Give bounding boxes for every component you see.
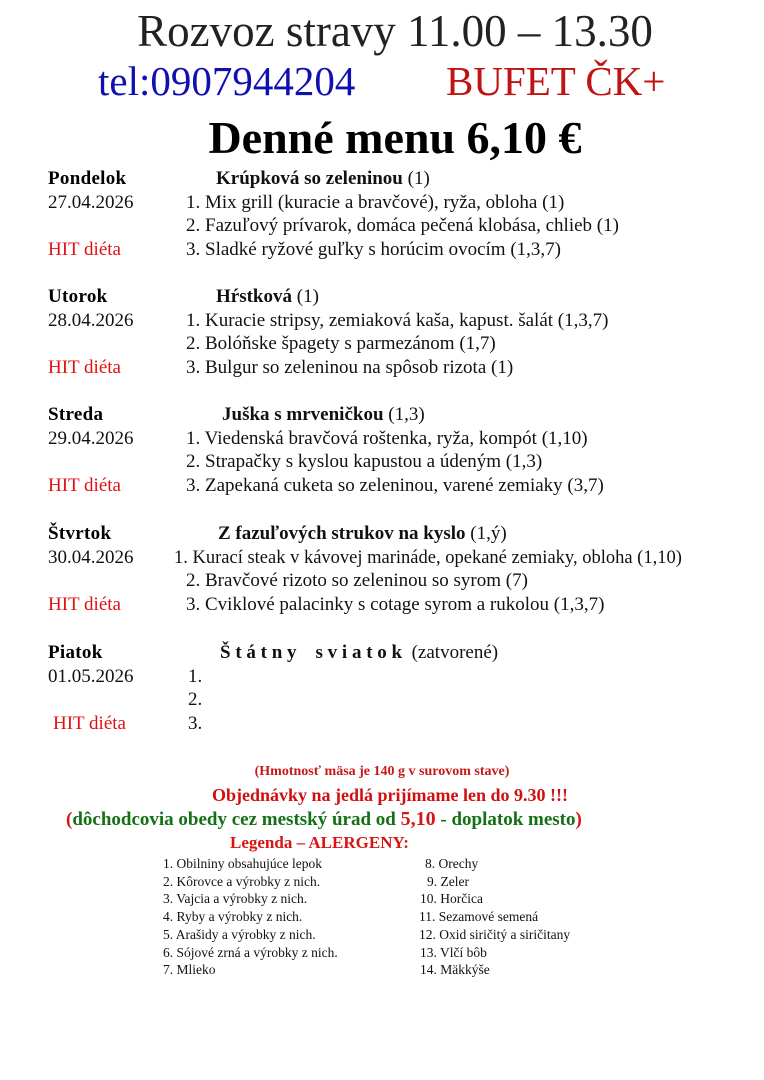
phone-number[interactable]: tel:0907944204 xyxy=(98,58,356,104)
hit-diet-label: HIT diéta xyxy=(48,475,121,496)
day-name: Utorok xyxy=(48,286,108,307)
orders-exclamation: !!! xyxy=(550,785,568,805)
allergen-item: 1. Obilniny obsahujúce lepok xyxy=(163,856,322,871)
allergen-item: 3. Vajcia a výrobky z nich. xyxy=(163,891,308,906)
day-name: Štvrtok xyxy=(48,523,112,544)
day-block-monday xyxy=(0,168,764,268)
brand-name: BUFET ČK+ xyxy=(446,58,666,104)
closed-label: (zatvorené) xyxy=(411,642,499,663)
day-name: Pondelok xyxy=(48,168,127,189)
dish-2: 2. Fazuľový prívarok, domáca pečená klobása, chlieb (1) xyxy=(186,215,619,236)
day-block-friday xyxy=(0,642,764,742)
soup-name: Z fazuľových strukov na kyslo xyxy=(218,523,466,544)
hit-diet-label: HIT diéta xyxy=(48,357,121,378)
pens-open-paren: ( xyxy=(66,809,73,830)
dish-3: 3. Cviklové palacinky s cotage syrom a rukolou (1,3,7) xyxy=(186,594,605,615)
dish-1: 1. xyxy=(188,666,203,687)
allergen-item: 2. Kôrovce a výrobky z nich. xyxy=(163,874,321,889)
soup-name: Krúpková so zeleninou xyxy=(216,168,403,189)
day-block-tuesday xyxy=(0,286,764,386)
soup xyxy=(216,286,319,308)
allergen-item: 5. Arašidy a výrobky z nich. xyxy=(163,927,316,942)
dish-1: 1. Kurací steak v kávovej marináde, opekané zemiaky, obloha (1,10) xyxy=(174,548,682,568)
day-name: Piatok xyxy=(48,642,103,663)
allergen-item: 8. Orechy xyxy=(425,856,479,871)
dish-2: 2. xyxy=(188,689,203,710)
dish-1: 1. Viedenská bravčová roštenka, ryža, kompót (1,10) xyxy=(186,428,588,449)
pens-text: dôchodcovia obedy cez mestský úrad od xyxy=(72,809,401,830)
dish-2: 2. Strapačky s kyslou kapustou a údeným (1,3) xyxy=(186,451,543,472)
soup xyxy=(218,523,507,545)
dish-3: 3. Sladké ryžové guľky s horúcim ovocím (1,3,7) xyxy=(186,239,561,260)
allergen-item: 14. Mäkkýše xyxy=(420,962,490,977)
day-name: Streda xyxy=(48,404,104,425)
meat-weight-note: (Hmotnosť mäsa je 140 g v surovom stave) xyxy=(254,764,510,779)
soup-allergens: (1) xyxy=(407,168,430,189)
soup-allergens: (1) xyxy=(296,286,319,307)
soup xyxy=(216,168,430,190)
allergen-item: 7. Mlieko xyxy=(163,962,216,977)
day-date: 27.04.2026 xyxy=(48,192,134,213)
soup-allergens: (1,ý) xyxy=(470,523,507,544)
allergen-legend-title: Legenda – ALERGENY: xyxy=(230,833,409,852)
day-block-wednesday xyxy=(0,404,764,504)
dish-1: 1. Mix grill (kuracie a bravčové), ryža, obloha (1) xyxy=(186,192,565,213)
soup-name: Juška s mrveničkou xyxy=(222,404,384,425)
orders-deadline xyxy=(0,785,764,806)
dish-3: 3. Zapekaná cuketa so zeleninou, varené zemiaky (3,7) xyxy=(186,475,604,496)
dish-1: 1. Kuracie stripsy, zemiaková kaša, kapust. šalát (1,3,7) xyxy=(186,310,609,331)
day-block-thursday xyxy=(0,523,764,623)
pens-close-paren: ) xyxy=(575,809,582,830)
allergen-item: 10. Horčica xyxy=(420,891,483,906)
soup-allergens: (1,3) xyxy=(388,404,425,425)
dish-2: 2. Bravčové rizoto so zeleninou so syrom (7) xyxy=(186,570,528,591)
allergen-item: 9. Zeler xyxy=(427,874,469,889)
delivery-hours: Rozvoz stravy 11.00 – 13.30 xyxy=(137,6,653,56)
day-date: 30.04.2026 xyxy=(48,547,134,568)
soup xyxy=(220,642,498,664)
allergen-item: 12. Oxid siričitý a siričitany xyxy=(419,927,571,942)
pens-price: 5,10 xyxy=(400,808,436,830)
dish-2: 2. Bolóňske špagety s parmezánom (1,7) xyxy=(186,333,496,354)
hit-diet-label: HIT diéta xyxy=(48,594,121,615)
dish-3: 3. Bulgur so zeleninou na spôsob rizota (1) xyxy=(186,357,514,378)
hit-diet-label: HIT diéta xyxy=(53,713,126,734)
day-date: 29.04.2026 xyxy=(48,428,134,449)
allergen-item: 6. Sójové zrná a výrobky z nich. xyxy=(163,945,338,960)
pens-text-2: - doplatok mesto xyxy=(435,809,576,830)
allergen-item: 11. Sezamové semená xyxy=(419,909,539,924)
day-date: 28.04.2026 xyxy=(48,310,134,331)
orders-text: Objednávky na jedlá prijímame len do 9.30 xyxy=(211,785,551,805)
pensioners-note xyxy=(66,808,582,831)
soup-name: Hŕstková xyxy=(216,286,292,307)
day-date: 01.05.2026 xyxy=(48,666,134,687)
holiday-label: Š t á t n y s v i a t o k xyxy=(220,642,403,663)
dish-3: 3. xyxy=(188,713,203,734)
soup xyxy=(222,404,425,426)
allergen-item: 4. Ryby a výrobky z nich. xyxy=(163,909,303,924)
hit-diet-label: HIT diéta xyxy=(48,239,121,260)
menu-title: Denné menu 6,10 € xyxy=(208,112,582,163)
allergen-item: 13. Vlčí bôb xyxy=(420,945,487,960)
